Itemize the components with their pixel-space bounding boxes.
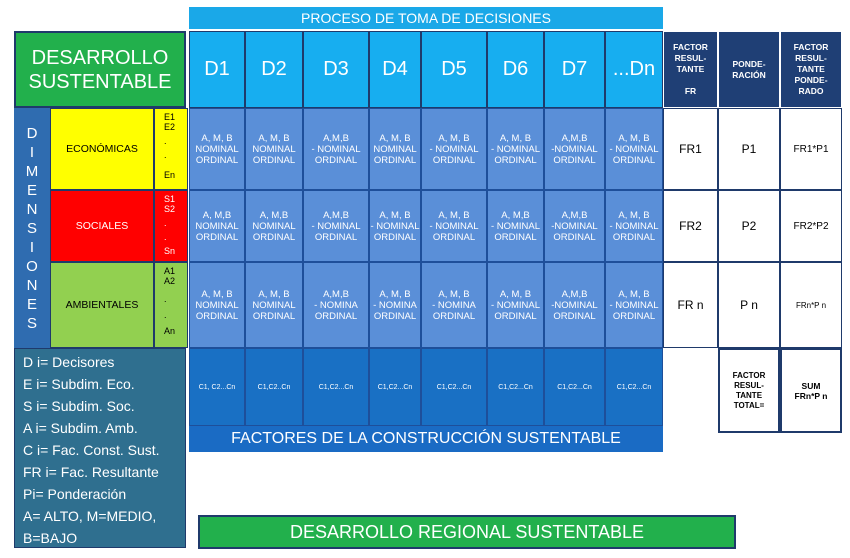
category-economicas: ECONÓMICAS <box>50 108 154 190</box>
cell-line: A, M, B <box>379 209 411 221</box>
total-line: RESUL- <box>734 380 764 390</box>
cell-line: ORDINAL <box>195 310 239 322</box>
evaluation-cell <box>369 190 421 262</box>
dimension-letter: N <box>26 200 38 218</box>
fr-cell: FR1 <box>663 108 718 190</box>
subdimension-list <box>154 262 188 348</box>
dimension-letter: O <box>26 257 38 275</box>
subdimension-item: A1 <box>164 266 176 276</box>
decisor-header: D4 <box>369 31 421 108</box>
factor-resultante-header <box>663 31 718 108</box>
legend-item: FR i= Fac. Resultante <box>23 464 159 480</box>
subdimension-item: E2 <box>164 122 176 132</box>
factor-cell: C1,C2...Cn <box>421 348 487 426</box>
subdimension-item: . <box>164 136 167 146</box>
header-text: RESUL- <box>795 53 827 63</box>
factor-total-label <box>718 348 780 433</box>
cell-line: A, M,B <box>501 209 530 221</box>
subdimension-list <box>154 108 188 190</box>
cell-line: A,M,B <box>561 132 588 144</box>
cell-line: -NOMINAL <box>551 299 598 311</box>
header-text: RESUL- <box>674 53 707 63</box>
evaluation-cell <box>421 262 487 348</box>
subdimension-item: . <box>164 294 167 304</box>
legend-item: D i= Decisores <box>23 354 115 370</box>
fr-ponderado-cell: FR2*P2 <box>780 190 842 262</box>
subdimension-item: S2 <box>164 204 176 214</box>
evaluation-cell <box>303 262 369 348</box>
evaluation-cell <box>544 108 605 190</box>
cell-line: NOMINAL <box>195 143 239 155</box>
cell-line: ORDINAL <box>195 231 239 243</box>
fr-ponderado-cell: FRn*P n <box>780 262 842 348</box>
subdimension-item: En <box>164 170 176 180</box>
cell-line: A, M, B <box>499 132 532 144</box>
factor-cell: C1,C2..Cn <box>245 348 303 426</box>
cell-line: NOMINAL <box>195 299 239 311</box>
cell-line: -NOMINAL <box>551 143 598 155</box>
desarrollo-regional-box: DESARROLLO REGIONAL SUSTENTABLE <box>198 515 736 549</box>
total-line: SUM <box>801 380 821 391</box>
header-text: RACIÓN <box>732 69 766 80</box>
evaluation-cell <box>369 262 421 348</box>
dimension-letter: E <box>26 295 37 313</box>
cell-line: - NOMINAL <box>609 299 659 311</box>
legend-item: A= ALTO, M=MEDIO, <box>23 508 157 524</box>
subdimension-item: E1 <box>164 112 176 122</box>
cell-line: ORDINAL <box>612 154 656 166</box>
ponderacion-header <box>718 31 780 108</box>
evaluation-cell <box>245 262 303 348</box>
category-sociales: SOCIALES <box>50 190 154 262</box>
decisor-header: D5 <box>421 31 487 108</box>
legend-item: B=BAJO <box>23 530 78 546</box>
dimensiones-label <box>14 108 50 348</box>
ponderacion-cell: P n <box>718 262 780 348</box>
factor-resultante-ponderado-header <box>780 31 842 108</box>
header-text: FR <box>684 86 697 96</box>
dimension-letter: S <box>26 314 37 332</box>
cell-line: A, M, B <box>258 132 290 144</box>
desarrollo-sustentable-box <box>14 31 186 108</box>
cell-line: A,M,B <box>323 288 349 300</box>
desarrollo-line2: SUSTENTABLE <box>28 70 172 93</box>
cell-line: ORDINAL <box>612 231 656 243</box>
cell-line: - NOMINAL <box>429 143 479 155</box>
evaluation-cell <box>245 108 303 190</box>
factor-cell: C1,C2...Cn <box>303 348 369 426</box>
legend-item: A i= Subdim. Amb. <box>23 420 138 436</box>
cell-line: ORDINAL <box>252 310 296 322</box>
cell-line: A, M, B <box>379 288 411 300</box>
cell-line: NOMINAL <box>252 143 296 155</box>
cell-line: A, M,B <box>259 209 289 221</box>
dimension-letter: N <box>26 276 38 294</box>
cell-line: A,M,B <box>561 288 588 300</box>
evaluation-cell <box>189 190 245 262</box>
evaluation-cell <box>369 108 421 190</box>
total-line: TANTE <box>735 390 763 400</box>
subdimension-item: An <box>164 326 176 336</box>
factor-cell: C1,C2...Cn <box>369 348 421 426</box>
evaluation-cell <box>421 190 487 262</box>
cell-line: A, M,B <box>202 209 232 221</box>
total-line: FACTOR <box>732 370 766 380</box>
evaluation-cell <box>189 262 245 348</box>
cell-line: ORDINAL <box>252 231 296 243</box>
cell-line: A, M, B <box>438 209 470 221</box>
dimension-letter: D <box>26 124 38 142</box>
cell-line: - NOMINA <box>373 299 417 311</box>
factor-cell: C1, C2...Cn <box>189 348 245 426</box>
decisor-header: D7 <box>544 31 605 108</box>
category-ambientales: AMBIENTALES <box>50 262 154 348</box>
cell-line: - NOMINAL <box>490 220 541 232</box>
cell-line: A, M, B <box>618 132 650 144</box>
evaluation-cell <box>303 108 369 190</box>
evaluation-cell <box>487 262 544 348</box>
total-line: TOTAL= <box>733 400 765 410</box>
evaluation-cell <box>303 190 369 262</box>
subdimension-item: . <box>164 310 167 320</box>
cell-line: NOMINAL <box>195 220 239 232</box>
cell-line: A,M,B <box>323 132 349 144</box>
legend-item: Pi= Ponderación <box>23 486 127 502</box>
cell-line: ORDINAL <box>494 154 537 166</box>
cell-line: ORDINAL <box>314 154 358 166</box>
cell-line: A,M,B <box>323 209 349 221</box>
cell-line: A, M, B <box>438 288 470 300</box>
cell-line: ORDINAL <box>373 154 417 166</box>
cell-line: A, M, B <box>438 132 470 144</box>
fr-ponderado-cell: FR1*P1 <box>780 108 842 190</box>
cell-line: A, M, B <box>618 209 650 221</box>
evaluation-cell <box>421 108 487 190</box>
cell-line: - NOMINAL <box>429 220 479 232</box>
cell-line: -NOMINAL <box>551 220 598 232</box>
header-text: TANTE <box>676 64 705 74</box>
factor-total-sum <box>780 348 842 433</box>
cell-line: - NOMINAL <box>311 143 361 155</box>
cell-line: - NOMINAL <box>370 220 420 232</box>
cell-line: - NOMINA <box>314 299 358 311</box>
cell-line: ORDINAL <box>494 310 537 322</box>
evaluation-cell <box>544 190 605 262</box>
decisor-header: D1 <box>189 31 245 108</box>
cell-line: ORDINAL <box>373 310 417 322</box>
legend-item: E i= Subdim. Eco. <box>23 376 135 392</box>
evaluation-cell <box>605 262 663 348</box>
cell-line: ORDINAL <box>553 231 596 243</box>
legend-box <box>14 348 186 548</box>
cell-line: A, M, B <box>379 132 411 144</box>
evaluation-cell <box>605 108 663 190</box>
desarrollo-line1: DESARROLLO <box>31 46 169 69</box>
cell-line: - NOMINAL <box>311 220 361 232</box>
cell-line: ORDINAL <box>373 231 417 243</box>
cell-line: NOMINAL <box>252 220 296 232</box>
legend-item: S i= Subdim. Soc. <box>23 398 135 414</box>
legend-item: C i= Fac. Const. Sust. <box>23 442 160 458</box>
decisor-header: ...Dn <box>605 31 663 108</box>
cell-line: A, M, B <box>201 288 233 300</box>
cell-line: - NOMINAL <box>609 220 659 232</box>
cell-line: ORDINAL <box>195 154 239 166</box>
header-text: PONDE- <box>732 58 766 69</box>
cell-line: ORDINAL <box>432 154 476 166</box>
header-text: TANTE <box>797 64 825 74</box>
ponderacion-cell: P1 <box>718 108 780 190</box>
decisor-header: D3 <box>303 31 369 108</box>
cell-line: A, M, B <box>499 288 532 300</box>
subdimension-item: . <box>164 150 167 160</box>
cell-line: A, M, B <box>201 132 233 144</box>
process-title: PROCESO DE TOMA DE DECISIONES <box>189 7 663 29</box>
fr-cell: FR n <box>663 262 718 348</box>
subdimension-item: A2 <box>164 276 176 286</box>
cell-line: NOMINAL <box>252 299 296 311</box>
subdimension-item: . <box>164 232 167 242</box>
evaluation-cell <box>544 262 605 348</box>
evaluation-cell <box>605 190 663 262</box>
cell-line: A,M,B <box>561 209 588 221</box>
dimension-letter: I <box>29 143 35 161</box>
cell-line: ORDINAL <box>432 231 476 243</box>
cell-line: ORDINAL <box>314 231 358 243</box>
evaluation-cell <box>245 190 303 262</box>
cell-line: ORDINAL <box>553 154 596 166</box>
dimension-letter: M <box>25 162 39 180</box>
dimension-letter: I <box>29 238 35 256</box>
cell-line: ORDINAL <box>432 310 476 322</box>
cell-line: - NOMINAL <box>490 299 541 311</box>
cell-line: ORDINAL <box>252 154 296 166</box>
evaluation-cell <box>487 108 544 190</box>
cell-line: ORDINAL <box>314 310 358 322</box>
decisor-header: D6 <box>487 31 544 108</box>
cell-line: ORDINAL <box>553 310 596 322</box>
cell-line: ORDINAL <box>494 231 537 243</box>
ponderacion-cell: P2 <box>718 190 780 262</box>
subdimension-item: . <box>164 218 167 228</box>
cell-line: - NOMINAL <box>490 143 541 155</box>
header-text: FACTOR <box>793 42 829 52</box>
cell-line: ORDINAL <box>612 310 656 322</box>
cell-line: - NOMINAL <box>609 143 659 155</box>
cell-line: NOMINAL <box>373 143 417 155</box>
cell-line: A, M, B <box>258 288 290 300</box>
factor-cell: C1,C2...Cn <box>605 348 663 426</box>
subdimension-list <box>154 190 188 262</box>
dimension-letter: S <box>26 219 37 237</box>
header-text: PONDE- <box>794 75 828 85</box>
cell-line: A, M, B <box>618 288 650 300</box>
factor-cell: C1,C2...Cn <box>544 348 605 426</box>
header-text: RADO <box>798 86 824 96</box>
fr-cell: FR2 <box>663 190 718 262</box>
factores-title: FACTORES DE LA CONSTRUCCIÓN SUSTENTABLE <box>189 426 663 452</box>
evaluation-cell <box>487 190 544 262</box>
decisor-header: D2 <box>245 31 303 108</box>
subdimension-item: S1 <box>164 194 176 204</box>
header-text: FACTOR <box>673 42 708 52</box>
cell-line: - NOMINA <box>432 299 476 311</box>
dimension-letter: E <box>26 181 37 199</box>
factor-cell: C1,C2...Cn <box>487 348 544 426</box>
subdimension-item: Sn <box>164 246 176 256</box>
total-line: FRn*P n <box>794 390 828 401</box>
evaluation-cell <box>189 108 245 190</box>
